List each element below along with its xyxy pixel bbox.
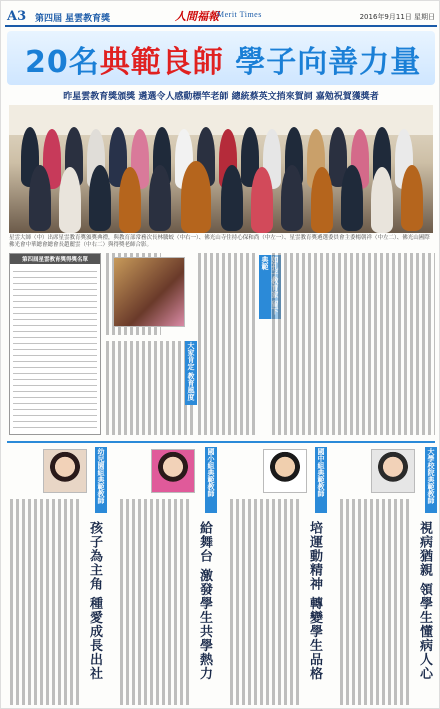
subtitle-col1: 典範 xyxy=(259,255,281,319)
feature1-title: 視病猶親 領學生懂病人心 xyxy=(417,521,432,681)
section-divider xyxy=(7,441,435,443)
page-code: A3 xyxy=(7,9,27,24)
article-column xyxy=(271,253,435,435)
newspaper-logo: 人間福報 xyxy=(175,10,219,23)
group-photo xyxy=(9,105,433,233)
article-column xyxy=(197,253,257,435)
feature2-label: 國中組典範教師 xyxy=(315,447,327,513)
subheadline: 昨星雲教育獎頒獎 遴選令人感動標竿老師 總統蔡英文捎來賀詞 嘉勉祝賀獲獎者 xyxy=(63,92,379,102)
headline-banner xyxy=(7,31,435,85)
headline-part1: 20名 xyxy=(25,45,100,80)
issue-date: 2016年9月11日 星期日 xyxy=(359,13,435,21)
headline-part3: 學子向善力量 xyxy=(223,45,422,80)
award-list-box xyxy=(9,253,101,435)
award-photo xyxy=(113,257,185,327)
page-header xyxy=(5,5,437,27)
feature3-label: 國小組典範教師 xyxy=(205,447,217,513)
subtitle-col2: 大家肯定 教育風度 xyxy=(185,341,197,405)
feature3-title: 給舞台 激發學生共學熱力 xyxy=(197,521,212,681)
article-column xyxy=(119,499,191,705)
feature1-label: 大學校院典範教師 xyxy=(425,447,437,513)
teacher-portrait-4 xyxy=(43,449,87,493)
photo-caption: 星雲大師（中）出席星雲教育獎頒獎典禮，與教育部常務次長林騰蛟（中右一）、佛光山寺住持心保和尚（中左一）、星雲教育獎遴選委員會主委楊朝祥（中左二）、佛光山國際佛光會中華總會總會長趙麗雲（中右二）與得獎老師合影。 xyxy=(9,235,430,248)
feature4-label: 幼兒園組典範教師 xyxy=(95,447,107,513)
article-column xyxy=(105,341,193,435)
teacher-portrait-3 xyxy=(151,449,195,493)
headline-part2: 典範良師 xyxy=(99,45,224,80)
article-column xyxy=(229,499,301,705)
teacher-portrait-1 xyxy=(371,449,415,493)
headline xyxy=(25,37,421,81)
award-list-title: 第四屆星雲教育獎得獎名單 xyxy=(10,254,100,264)
article-column xyxy=(339,499,411,705)
teacher-portrait-2 xyxy=(263,449,307,493)
article-column xyxy=(9,499,81,705)
section-name: 第四屆 星雲教育獎 xyxy=(35,14,111,24)
feature4-title: 孩子為主角 種愛成長出社 xyxy=(87,521,102,681)
feature2-title: 培運動精神 轉變學生品格 xyxy=(307,521,322,681)
newspaper-logo-en: Merit Times xyxy=(217,10,262,19)
